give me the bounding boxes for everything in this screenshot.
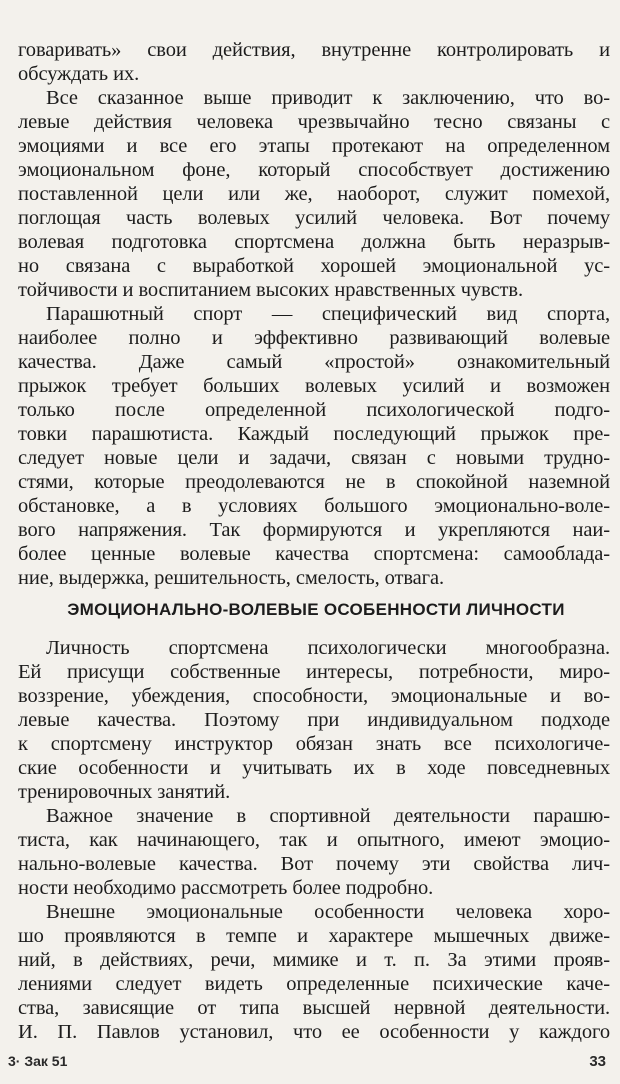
text-line: тренировочных занятий. [18, 781, 231, 803]
text-line: ние, выдержка, решительность, смелость, отвага. [18, 567, 445, 589]
text-line: ний, в действиях, речи, мимике и т. п. За этими прояв- [18, 949, 610, 971]
printer-signature: 3· Зак 51 [8, 1053, 68, 1069]
text-line: стями, которые преодолеваются не в спокойной наземной [18, 471, 610, 493]
text-line: левые качества. Поэтому при индивидуальном подходе [18, 709, 610, 731]
text-line: качества. Даже самый «простой» ознакомительный [18, 351, 610, 373]
text-line: воззрение, убеждения, способности, эмоциональные и во- [18, 685, 610, 707]
text-line: более ценные волевые качества спортсмена: самооблада- [18, 543, 610, 565]
text-line: шо проявляются в темпе и характере мышечных движе- [18, 925, 610, 947]
text-line: эмоциональном фоне, который способствует достижению [18, 159, 610, 181]
text-line: вого напряжения. Так формируются и укрепляются наи- [18, 519, 610, 541]
text-line: но связана с выработкой хорошей эмоциональной ус- [18, 255, 610, 277]
text-line: эмоциями и все его этапы протекают на определенном [18, 135, 610, 157]
text-line: Парашютный спорт — специфический вид спорта, [46, 303, 610, 325]
text-line: ские особенности и учитывать их в ходе повседневных [18, 757, 610, 779]
section-heading: ЭМОЦИОНАЛЬНО-ВОЛЕВЫЕ ОСОБЕННОСТИ ЛИЧНОСТИ [67, 600, 565, 619]
text-line: поставленной цели или же, наоборот, служит помехой, [18, 183, 610, 205]
text-line: Внешне эмоциональные особенности человека хоро- [46, 901, 610, 923]
text-line: Все сказанное выше приводит к заключению, что во- [46, 87, 610, 109]
text-line: поглощая часть волевых усилий человека. Вот почему [18, 207, 610, 229]
text-line: следует новые цели и задачи, связан с новыми трудно- [18, 447, 610, 469]
text-line: Личность спортсмена психологически многообразна. [46, 637, 610, 659]
text-line: лениями следует видеть определенные психические каче- [18, 973, 610, 995]
text-line: ности необходимо рассмотреть более подробно. [18, 877, 434, 899]
text-line: обстановке, а в условиях большого эмоционально-воле- [18, 495, 610, 517]
text-line: Ей присущи собственные интересы, потребности, миро- [18, 661, 610, 683]
text-line: обсуждать их. [18, 63, 140, 85]
text-line: левые действия человека чрезвычайно тесно связаны с [18, 111, 610, 133]
text-line: нально-волевые качества. Вот почему эти свойства лич- [18, 853, 610, 875]
text-line: говаривать» свои действия, внутренне контролировать и [18, 39, 610, 61]
text-line: тойчивости и воспитанием высоких нравственных чувств. [18, 279, 523, 301]
text-line: волевая подготовка спортсмена должна быть неразрыв- [18, 231, 610, 253]
text-line: наиболее полно и эффективно развивающий волевые [18, 327, 610, 349]
text-line: ства, зависящие от типа высшей нервной деятельности. [18, 997, 610, 1019]
text-line: И. П. Павлов установил, что ее особенности у каждого [18, 1021, 610, 1043]
page-number: 33 [589, 1053, 606, 1070]
text-line: тиста, как начинающего, так и опытного, имеют эмоцио- [18, 829, 610, 851]
text-line: только после определенной психологической подго- [18, 399, 610, 421]
text-line: к спортсмену инструктор обязан знать все психологиче- [18, 733, 610, 755]
text-line: прыжок требует больших волевых усилий и возможен [18, 375, 610, 397]
text-line: Важное значение в спортивной деятельности парашю- [46, 805, 610, 827]
text-line: товки парашютиста. Каждый последующий прыжок пре- [18, 423, 610, 445]
